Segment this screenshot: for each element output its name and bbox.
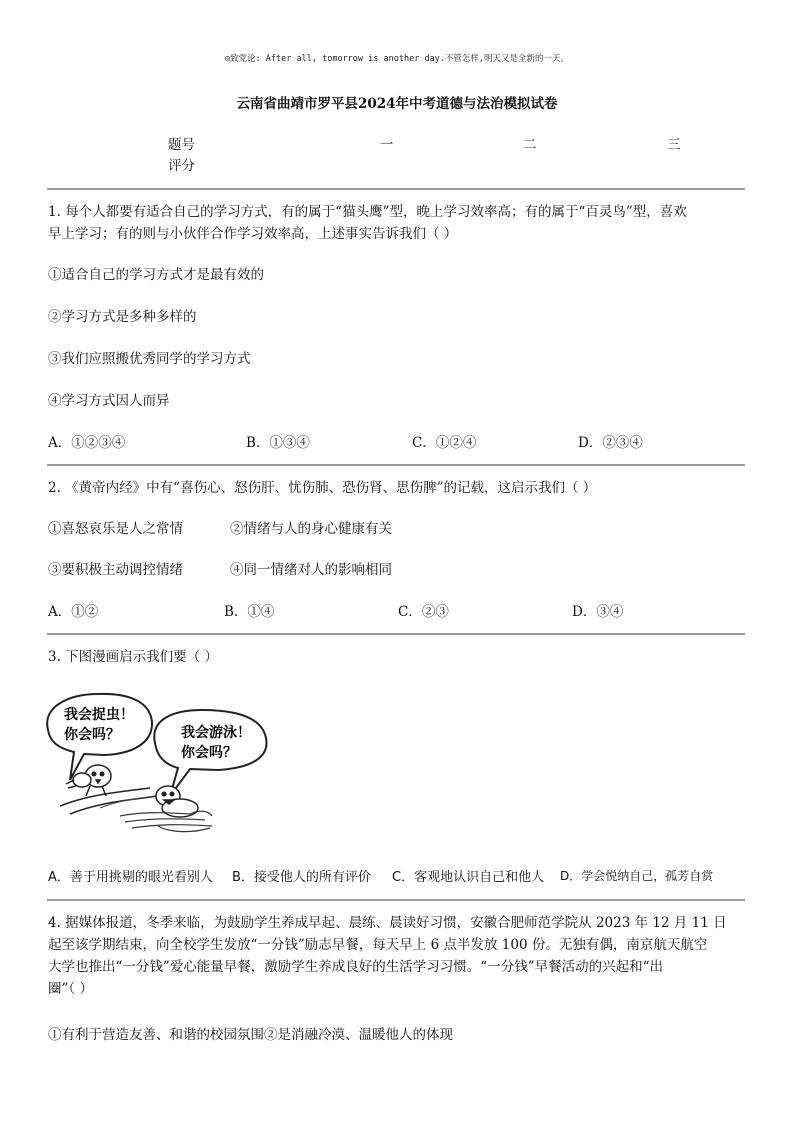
score-col-1: 一	[380, 137, 394, 153]
question-text: 3. 下图漫画启示我们要（ ）	[48, 649, 218, 665]
question-text: 大学也推出“一分钱”爱心能量早餐，激励学生养成良好的生活学习习惯。“一分钱”早餐活动的兴起和“出	[48, 959, 664, 975]
question-text: 2. 《黄帝内经》中有“喜伤心、怒伤肝、忧伤肺、恐伤肾、思伤脾”的记载，这启示我们（ ）	[48, 480, 597, 496]
bubble-text: 我会游泳！	[181, 725, 251, 741]
choice-d[interactable]: D．③④	[572, 604, 624, 620]
bubble-text: 你会吗？	[64, 727, 120, 743]
choice-a[interactable]: A．①②	[48, 604, 99, 620]
choice-d[interactable]: D．②③④	[578, 435, 643, 451]
question-text: 起至该学期结束，向全校学生发放“一分钱”励志早餐，每天早上 6 点半发放 100 份。无独有偶，南京航天航空	[48, 937, 708, 953]
choice-c[interactable]: C．①②④	[412, 435, 477, 451]
statement: ①喜怒哀乐是人之常情	[48, 521, 183, 537]
choice-c[interactable]: C．客观地认识自己和他人	[392, 870, 545, 885]
statement: ③要积极主动调控情绪	[48, 562, 183, 578]
score-col-3: 三	[667, 137, 681, 153]
question-text: 圈”（ ）	[48, 981, 93, 997]
divider	[47, 188, 745, 190]
divider	[47, 633, 745, 635]
question-text: 4. 据媒体报道，冬季来临，为鼓励学生养成早起、晨练、晨读好习惯，安徽合肥师范学院从 2023 年 12 月 11 日	[48, 915, 727, 931]
bubble-text: 我会捉虫！	[64, 707, 134, 723]
choice-c[interactable]: C．②③	[398, 604, 449, 620]
statement: ②学习方式是多种多样的	[48, 309, 197, 325]
statement: ①适合自己的学习方式才是最有效的	[48, 267, 264, 283]
question-text: 早上学习；有的则与小伙伴合作学习效率高，上述事实告诉我们（ ）	[48, 226, 458, 242]
statement: ①有利于营造友善、和谐的校园氛围②是消融冷漠、温暖他人的体现	[48, 1027, 453, 1043]
divider	[47, 464, 745, 466]
choice-b[interactable]: B．①④	[224, 604, 275, 620]
statement: ④同一情绪对人的影响相同	[230, 562, 392, 578]
choice-b[interactable]: B．接受他人的所有评价	[232, 870, 371, 885]
comic-illustration	[40, 688, 280, 836]
statement: ④学习方式因人而异	[48, 393, 170, 409]
choice-a[interactable]: A．善于用挑剔的眼光看别人	[48, 870, 213, 885]
divider	[47, 899, 745, 901]
statement: ②情绪与人的身心健康有关	[230, 521, 392, 537]
score-row-label-score: 评分	[168, 158, 195, 174]
header-note: ◎致党论: After all, tomorrow is another day.不管怎样,明天又是全新的一天。	[224, 54, 570, 64]
bubble-text: 你会吗？	[181, 745, 237, 761]
choice-d[interactable]: D．学会悦纳自己，孤芳自赏	[560, 869, 714, 883]
statement: ③我们应照搬优秀同学的学习方式	[48, 351, 251, 367]
page-title: 云南省曲靖市罗平县2024年中考道德与法治模拟试卷	[236, 96, 558, 112]
score-col-2: 二	[523, 137, 537, 153]
choice-b[interactable]: B．①③④	[246, 435, 310, 451]
choice-a[interactable]: A．①②③④	[48, 435, 126, 451]
score-row-label-number: 题号	[168, 137, 195, 153]
question-text: 1. 每个人都要有适合自己的学习方式，有的属于“猫头鹰”型，晚上学习效率高；有的属于“百灵鸟”型，喜欢	[48, 204, 687, 220]
